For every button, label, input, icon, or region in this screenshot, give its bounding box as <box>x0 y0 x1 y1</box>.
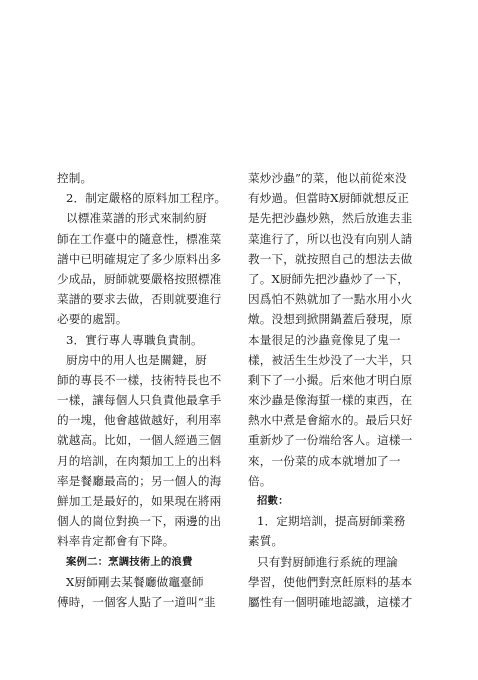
text-line: 因爲怕不熟就加了一點水用小火 <box>248 292 413 307</box>
text-line: 倍。 <box>248 473 272 488</box>
section-heading: 招數： <box>257 495 289 507</box>
text-line: 譜中已明確規定了多少原料出多 <box>57 251 222 266</box>
text-line: 素質。 <box>248 534 284 549</box>
text-line: 教一下，就按照自己的想法去做 <box>248 251 413 266</box>
text-line: X厨師剛去某餐廳做竈臺師 <box>66 574 204 589</box>
text-line: 一樣，讓每個人只負責他最拿手 <box>57 393 222 408</box>
text-line: 鮮加工是最好的，如果現在將兩 <box>57 494 222 508</box>
text-line: 了。X厨師先把沙蟲炒了一下， <box>248 271 410 286</box>
text-line: 必要的處罰。 <box>57 312 128 327</box>
text-line: 師的專長不一樣，技術特長也不 <box>57 372 222 387</box>
text-line: 個人的崗位對换一下，兩邊的出 <box>57 514 222 529</box>
text-line: 菜進行了，所以也没有向别人請 <box>248 231 413 246</box>
text-line: 3．實行專人專職負責制。 <box>66 332 203 347</box>
text-line: 來沙蟲是像海蜇一樣的東西，在 <box>248 393 413 408</box>
text-line: 來，一份菜的成本就增加了一 <box>248 453 401 468</box>
text-line: 控制。 <box>57 171 93 185</box>
text-line: 就越高。比如，一個人經過三個 <box>57 433 222 448</box>
left-text-column <box>57 168 238 612</box>
text-line: 熱水中煮是會縮水的。最后只好 <box>248 413 413 428</box>
text-line: 的一塊，他會越做越好，利用率 <box>57 413 222 428</box>
text-line: 是先把沙蟲炒熟，然后放進去韭 <box>248 211 413 226</box>
text-line: 屬性有一個明確地認識，這樣才 <box>248 594 413 609</box>
text-line: 少成品，厨師就要嚴格按照標准 <box>57 271 222 286</box>
text-line: 有炒過。但當時X厨師就想反正 <box>248 191 410 206</box>
text-line: 月的培訓，在肉類加工上的出料 <box>57 453 222 468</box>
text-line: 燉。没想到掀開鍋蓋后發現，原 <box>248 312 413 327</box>
text-line: 師在工作臺中的隨意性，標准菜 <box>57 231 222 246</box>
text-line: 以標准菜譜的形式來制約厨 <box>66 211 207 226</box>
text-line: 厨房中的用人也是關鍵，厨 <box>66 352 207 367</box>
text-line: 重新炒了一份端给客人。這樣一 <box>248 433 413 448</box>
text-line: 菜譜的要求去做，否則就要進行 <box>57 292 222 307</box>
text-line: 率是餐廳最高的；另一個人的海 <box>57 473 222 488</box>
text-line: 2．制定嚴格的原料加工程序。 <box>66 191 227 206</box>
text-line: 剩下了一小撮。后來他才明白原 <box>248 372 413 387</box>
section-heading: 案例二：烹調技術上的浪費 <box>66 555 193 568</box>
text-line: 本量很足的沙蟲竟像見了鬼一 <box>248 332 401 347</box>
right-text-column <box>248 168 428 612</box>
text-line: 菜炒沙蟲”的菜，他以前從來没 <box>248 171 407 185</box>
text-line: 學習，使他們對烹飪原料的基本 <box>248 574 413 589</box>
text-line: 樣，被活生生炒没了一大半，只 <box>248 352 413 367</box>
text-line: 1．定期培訓，提高厨師業務 <box>257 514 406 529</box>
text-line: 只有對厨師進行系統的理論 <box>257 554 398 569</box>
text-line: 料率肯定都會有下降。 <box>57 534 175 549</box>
text-line: 傅時，一個客人點了一道叫“韭 <box>57 594 216 609</box>
